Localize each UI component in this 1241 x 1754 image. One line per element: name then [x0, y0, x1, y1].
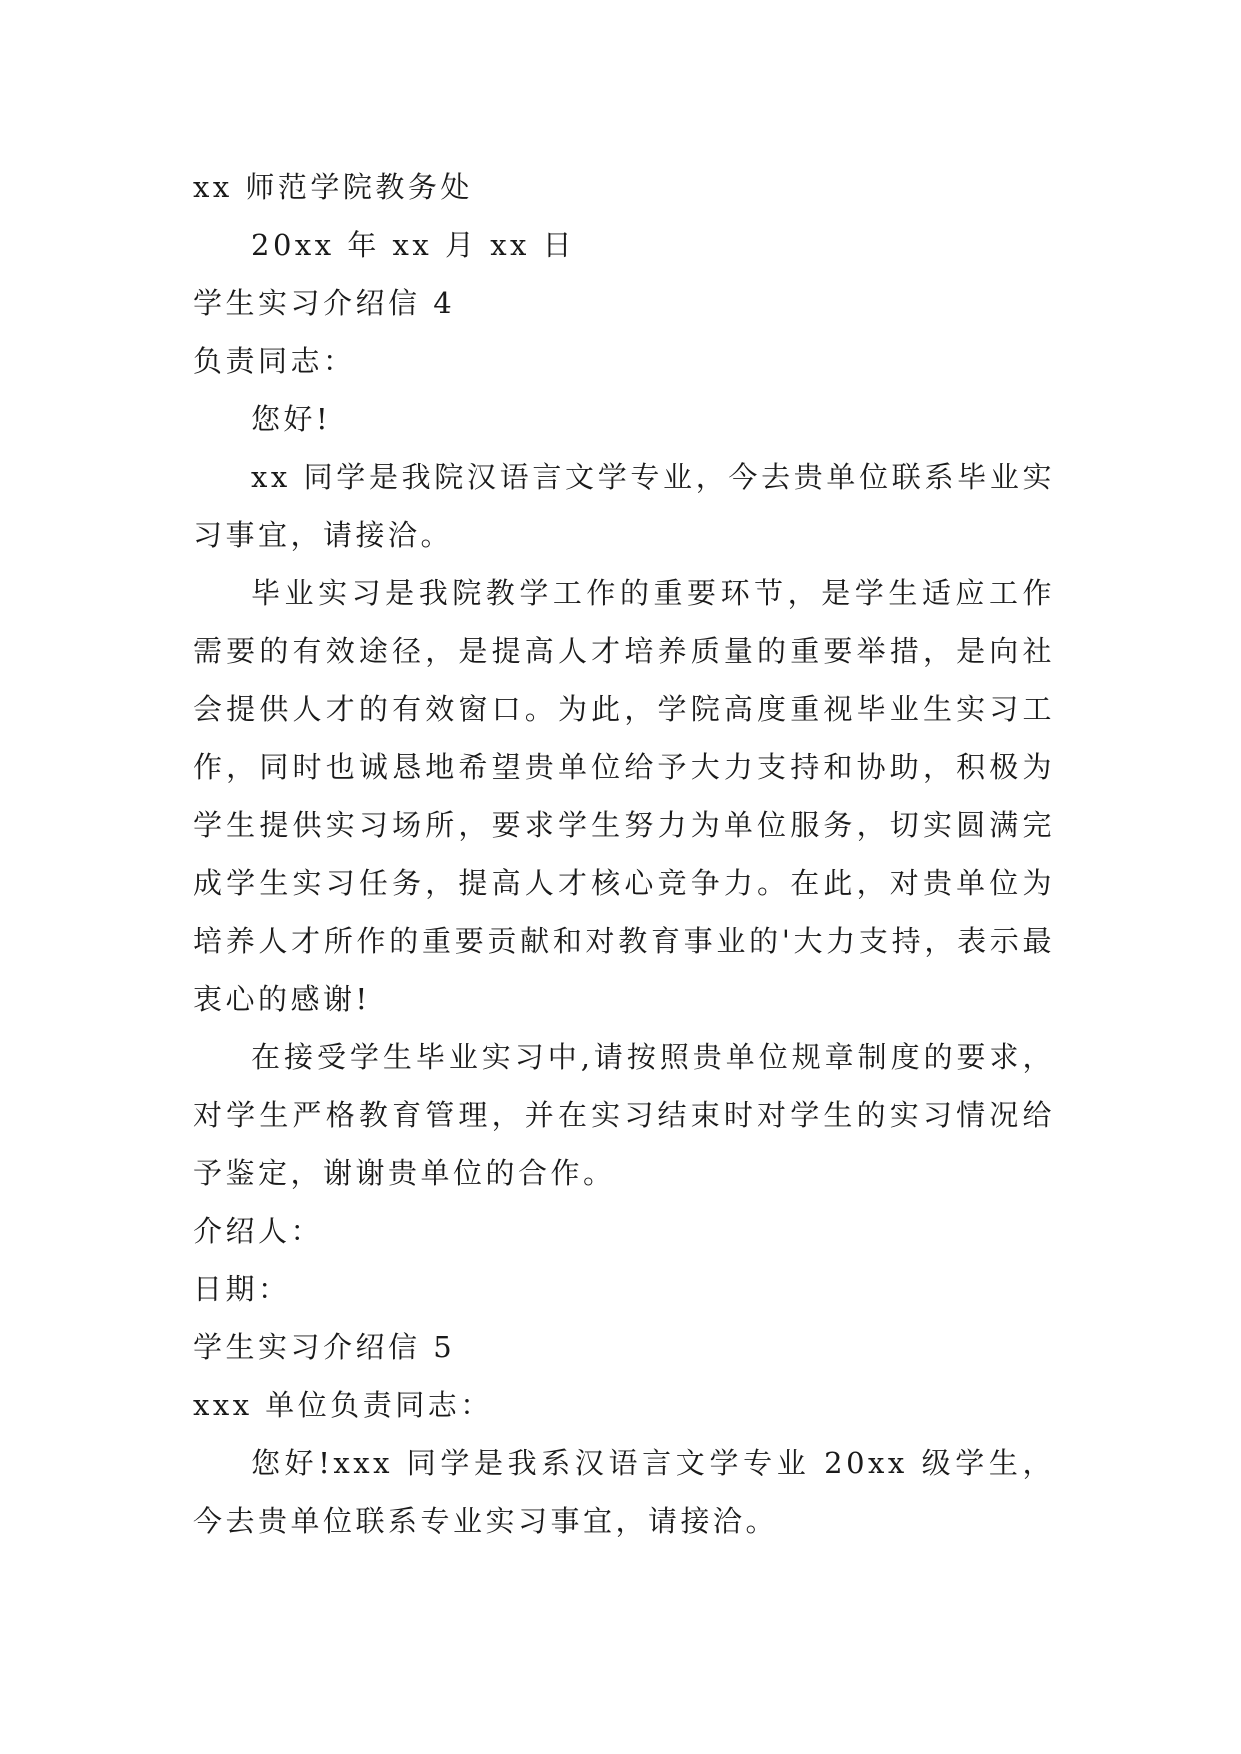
- letter-4-greeting: 您好!: [251, 402, 332, 436]
- issuer-org: xx 师范学院教务处: [193, 170, 473, 204]
- letter-4-paragraph-3: 在接受学生毕业实习中,请按照贵单位规章制度的要求，对学生严格教育管理，并在实习结束时对学生的实习情况给予鉴定，谢谢贵单位的合作。: [193, 1040, 1055, 1190]
- letter-4-introducer: 介绍人：: [193, 1214, 324, 1248]
- letter-4-date-label: 日期：: [193, 1272, 291, 1306]
- document-page: [193, 158, 1055, 1550]
- letter-5-paragraph-1: 您好!xxx 同学是我系汉语言文学专业 20xx 级学生，今去贵单位联系专业实习事宜，请接洽。: [193, 1446, 1055, 1538]
- letter-4-paragraph-2: 毕业实习是我院教学工作的重要环节，是学生适应工作需要的有效途径，是提高人才培养质量的重要举措，是向社会提供人才的有效窗口。为此，学院高度重视毕业生实习工作，同时也诚恳地希望贵单位给予大力支持和协助，积极为学生提供实习场所，要求学生努力为单位服务，切实圆满完成学生实习任务，提高人才核心竞争力。在此，对贵单位为培养人才所作的重要贡献和对教育事业的'大力支持，表示最衷心的感谢!: [193, 576, 1055, 1016]
- letter-5-salutation: xxx 单位负责同志：: [193, 1388, 493, 1422]
- issue-date: 20xx 年 xx 月 xx 日: [251, 228, 576, 262]
- letter-4-paragraph-1: xx 同学是我院汉语言文学专业，今去贵单位联系毕业实习事宜，请接洽。: [193, 460, 1055, 552]
- letter-4-salutation: 负责同志：: [193, 344, 356, 378]
- letter-4-title: 学生实习介绍信 4: [193, 286, 456, 320]
- letter-5-title: 学生实习介绍信 5: [193, 1330, 456, 1364]
